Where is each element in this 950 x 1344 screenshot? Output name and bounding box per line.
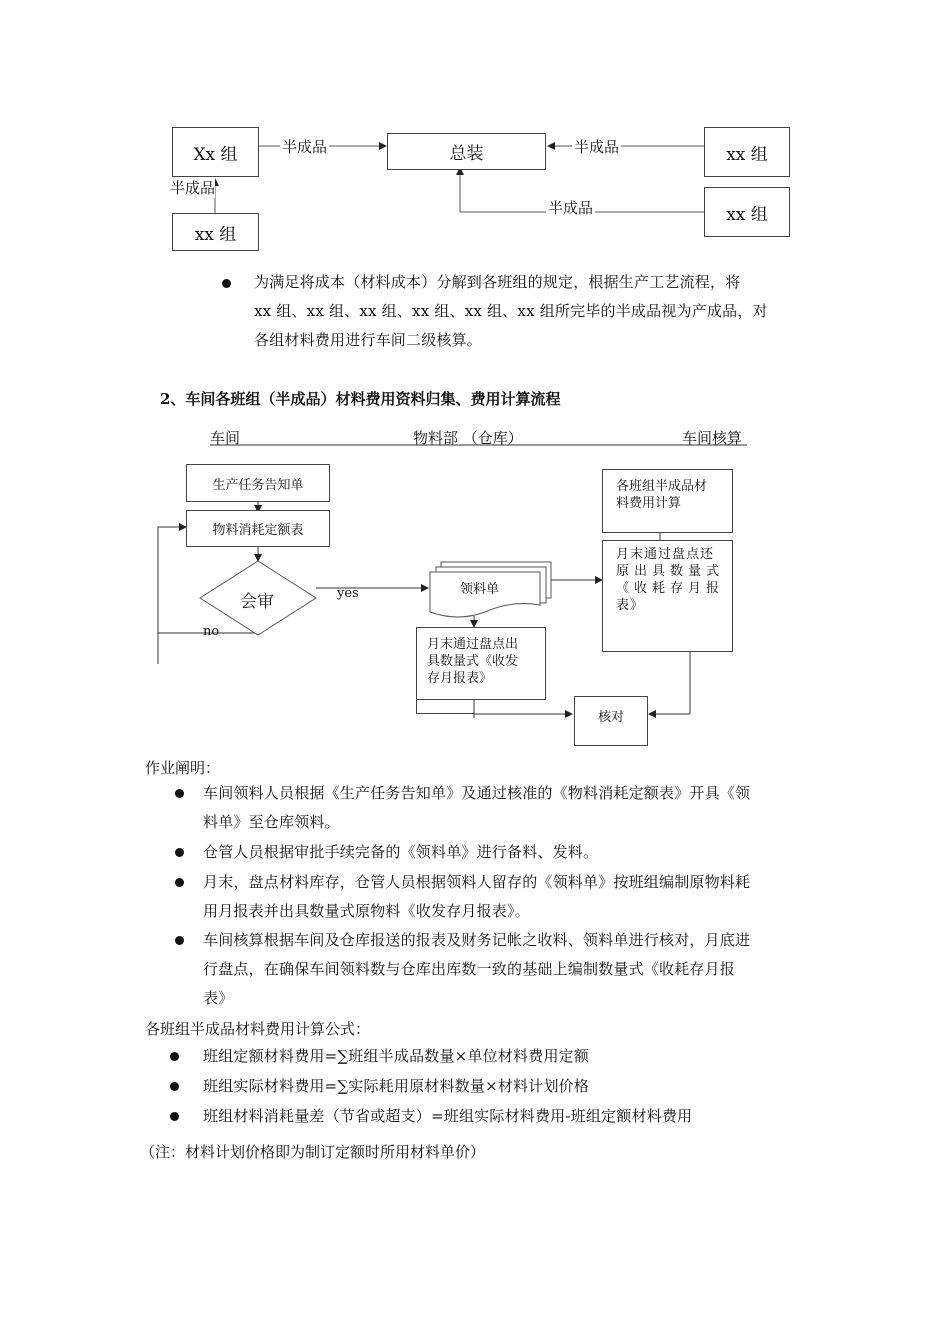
box-label: 生产任务告知单	[212, 477, 304, 493]
box-label: 核对	[597, 710, 624, 725]
operation-line: 仓管人员根据审批手续完备的《领料单》进行备料、发料。	[203, 843, 599, 861]
operation-item	[203, 779, 750, 837]
bullet-icon	[170, 1052, 179, 1061]
no-label: no	[203, 624, 220, 639]
box-group-xx-top-left	[172, 127, 259, 177]
box-label: 原出具数量式	[616, 564, 725, 579]
operation-line: 月末，盘点材料库存，仓管人员根据领料人留存的《领料单》按班组编制原物料耗	[203, 873, 751, 891]
formula-item: 班组材料消耗量差（节省或超支）=班组实际材料费用-班组定额材料费用	[203, 1107, 693, 1125]
intro-line: 各组材料费用进行车间二级核算。	[254, 331, 483, 349]
intro-paragraph	[254, 268, 768, 355]
box-production-task-notice	[186, 464, 330, 502]
column-accounting: 车间核算	[682, 429, 743, 447]
box-group-xx-right-bottom	[704, 187, 790, 237]
bullet-icon	[175, 789, 184, 798]
box-material-quota-table	[186, 510, 330, 547]
operation-item	[203, 838, 598, 867]
box-label: xx 组	[726, 204, 768, 225]
intro-line: 为满足将成本（材料成本）分解到各班组的规定，根据生产工艺流程，将	[254, 273, 741, 291]
box-label: 月末通过盘点还	[616, 547, 715, 562]
box-label: xx 组	[726, 144, 768, 165]
box-label: 表》	[616, 598, 645, 613]
box-reconcile	[574, 696, 648, 746]
section-heading: 2、车间各班组（半成品）材料费用资料归集、费用计算流程	[160, 390, 561, 408]
operation-line: 车间领料人员根据《生产任务告知单》及通过核准的《物料消耗定额表》开具《领	[203, 784, 751, 802]
box-label: 《收耗存月报	[616, 581, 725, 596]
decision-label: 会审	[240, 592, 274, 612]
operation-line: 表》	[203, 989, 234, 1007]
label-semi-finished: 半成品	[170, 179, 216, 197]
bullet-icon	[222, 279, 231, 288]
intro-line: xx 组、xx 组、xx 组、xx 组、xx 组、xx 组所完毕的半成品视为产成品，对	[254, 302, 768, 320]
formula-title: 各班组半成品材料费用计算公式：	[145, 1020, 371, 1038]
divider	[416, 700, 417, 714]
column-materials: 物料部 （仓库）	[413, 429, 523, 447]
yes-label: yes	[337, 586, 359, 601]
operation-line: 用月报表并出具数量式原物料《收发存月报表》。	[203, 902, 530, 920]
box-label: 各班组半成品材	[616, 479, 708, 494]
footnote: （注：材料计划价格即为制订定额时所用材料单价）	[140, 1143, 486, 1161]
label-semi-finished: 半成品	[548, 199, 594, 217]
bullet-icon	[175, 878, 184, 887]
operation-title: 作业阐明：	[145, 759, 221, 777]
box-label: Xx 组	[193, 144, 238, 165]
box-label: 物料消耗定额表	[212, 523, 304, 538]
operation-item	[203, 868, 750, 926]
bullet-icon	[170, 1112, 179, 1121]
box-final-assembly	[387, 133, 546, 170]
box-label: 具数量式《收发	[427, 654, 519, 669]
box-month-end-stock-report	[416, 627, 546, 700]
formula-item: 班组实际材料费用=∑实际耗用原材料数量×材料计划价格	[203, 1077, 590, 1095]
bullet-icon	[170, 1082, 179, 1091]
operation-line: 料单》至仓库领料。	[203, 813, 340, 831]
operation-line: 行盘点，在确保车间领料数与仓库出库数一致的基础上编制数量式《收耗存月报	[203, 960, 736, 978]
column-workshop: 车间	[210, 429, 241, 447]
operation-line: 车间核算根据车间及仓库报送的报表及财务记帐之收料、领料单进行核对，月底进	[203, 931, 751, 949]
box-label: 存月报表》	[427, 671, 493, 686]
box-label: 月末通过盘点出	[427, 637, 519, 652]
bullet-icon	[175, 936, 184, 945]
box-label: 料费用计算	[616, 496, 682, 511]
divider	[416, 713, 474, 714]
box-label: xx 组	[194, 224, 237, 245]
formula-item: 班组定额材料费用=∑班组半成品数量×单位材料费用定额	[203, 1047, 590, 1065]
label-semi-finished: 半成品	[282, 138, 328, 156]
requisition-label: 领料单	[460, 582, 500, 597]
box-label: 总装	[449, 144, 484, 164]
operation-item	[203, 926, 750, 1013]
box-month-end-consumption-report	[602, 540, 733, 652]
box-group-xx-right-top	[704, 127, 790, 177]
box-group-cost-calculation	[602, 469, 733, 533]
bullet-icon	[175, 848, 184, 857]
box-group-xx-bottom-left	[172, 213, 259, 251]
label-semi-finished: 半成品	[574, 138, 620, 156]
